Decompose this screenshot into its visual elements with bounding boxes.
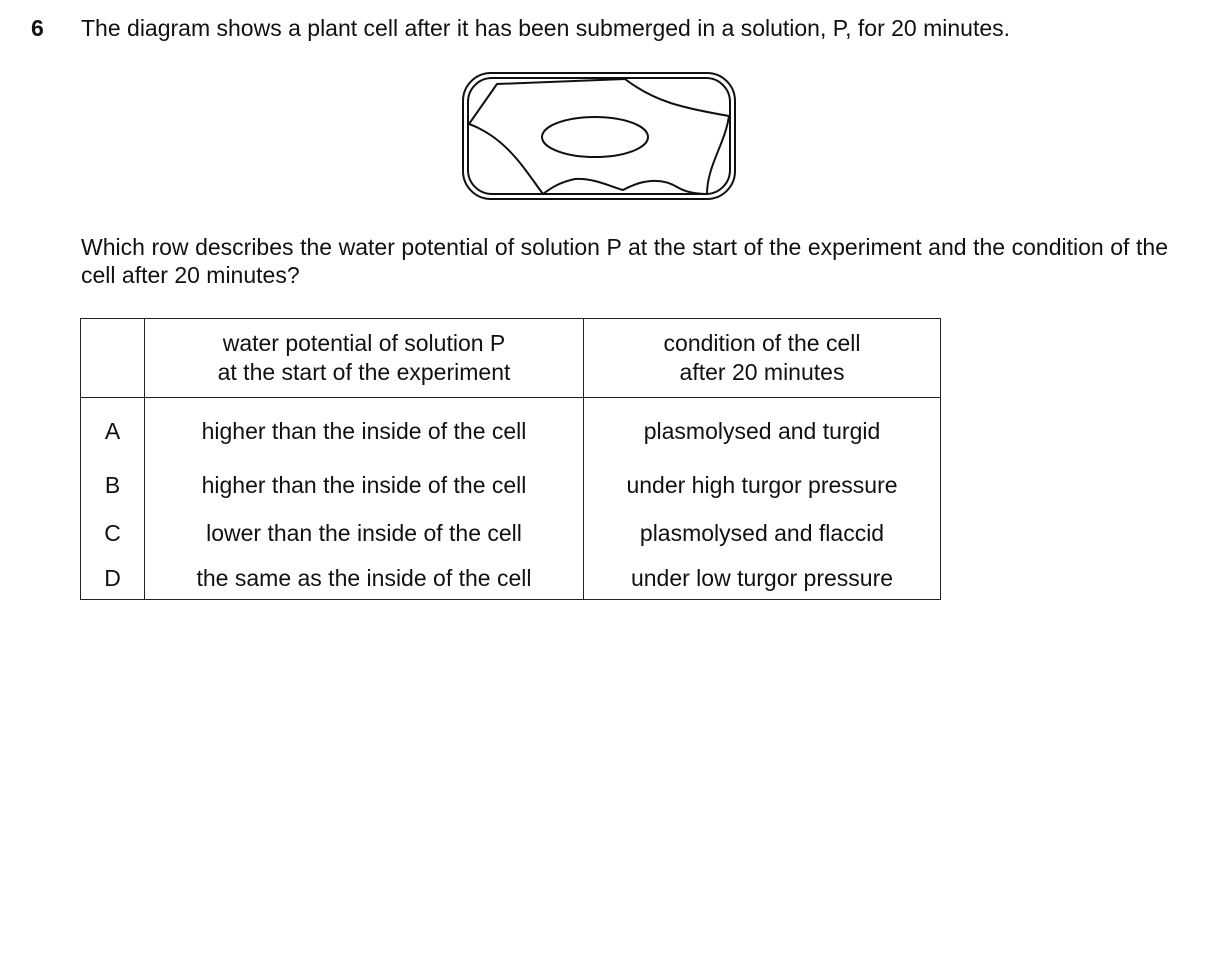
option-letter: B [81, 461, 145, 509]
condition-cell: under low turgor pressure [584, 557, 941, 600]
option-letter: C [81, 509, 145, 557]
water-potential-cell: higher than the inside of the cell [145, 461, 584, 509]
table-row-b [81, 461, 941, 509]
header-condition [584, 319, 941, 398]
header-water-potential-line1: water potential of solution P [222, 330, 506, 356]
question-number: 6 [31, 15, 44, 41]
option-letter: A [81, 398, 145, 462]
header-condition-line1: condition of the cell [663, 330, 861, 356]
question-intro: The diagram shows a plant cell after it has been submerged in a solution, P, for 20 minutes. [81, 15, 1011, 41]
table-row-c [81, 509, 941, 557]
header-water-potential-line2: at the start of the experiment [217, 359, 511, 385]
water-potential-cell: higher than the inside of the cell [145, 398, 584, 462]
question-prompt: Which row describes the water potential of solution P at the start of the experiment and the condition of the cell after 20 minutes? [81, 234, 1168, 288]
header-letter [81, 319, 145, 398]
plasmolysed-plant-cell-diagram [455, 66, 745, 211]
header-water-potential [145, 319, 584, 398]
condition-cell: under high turgor pressure [584, 461, 941, 509]
answer-table [80, 318, 941, 600]
table-row-d [81, 557, 941, 600]
header-condition-line2: after 20 minutes [679, 359, 845, 385]
table-header-row [81, 319, 941, 398]
cell-membrane [469, 79, 729, 194]
cell-wall-outer [463, 73, 735, 199]
condition-cell: plasmolysed and flaccid [584, 509, 941, 557]
condition-cell: plasmolysed and turgid [584, 398, 941, 462]
cell-wall-inner [468, 78, 730, 194]
option-letter: D [81, 557, 145, 600]
vacuole [542, 117, 648, 157]
water-potential-cell: the same as the inside of the cell [145, 557, 584, 600]
table-row-a [81, 398, 941, 462]
water-potential-cell: lower than the inside of the cell [145, 509, 584, 557]
